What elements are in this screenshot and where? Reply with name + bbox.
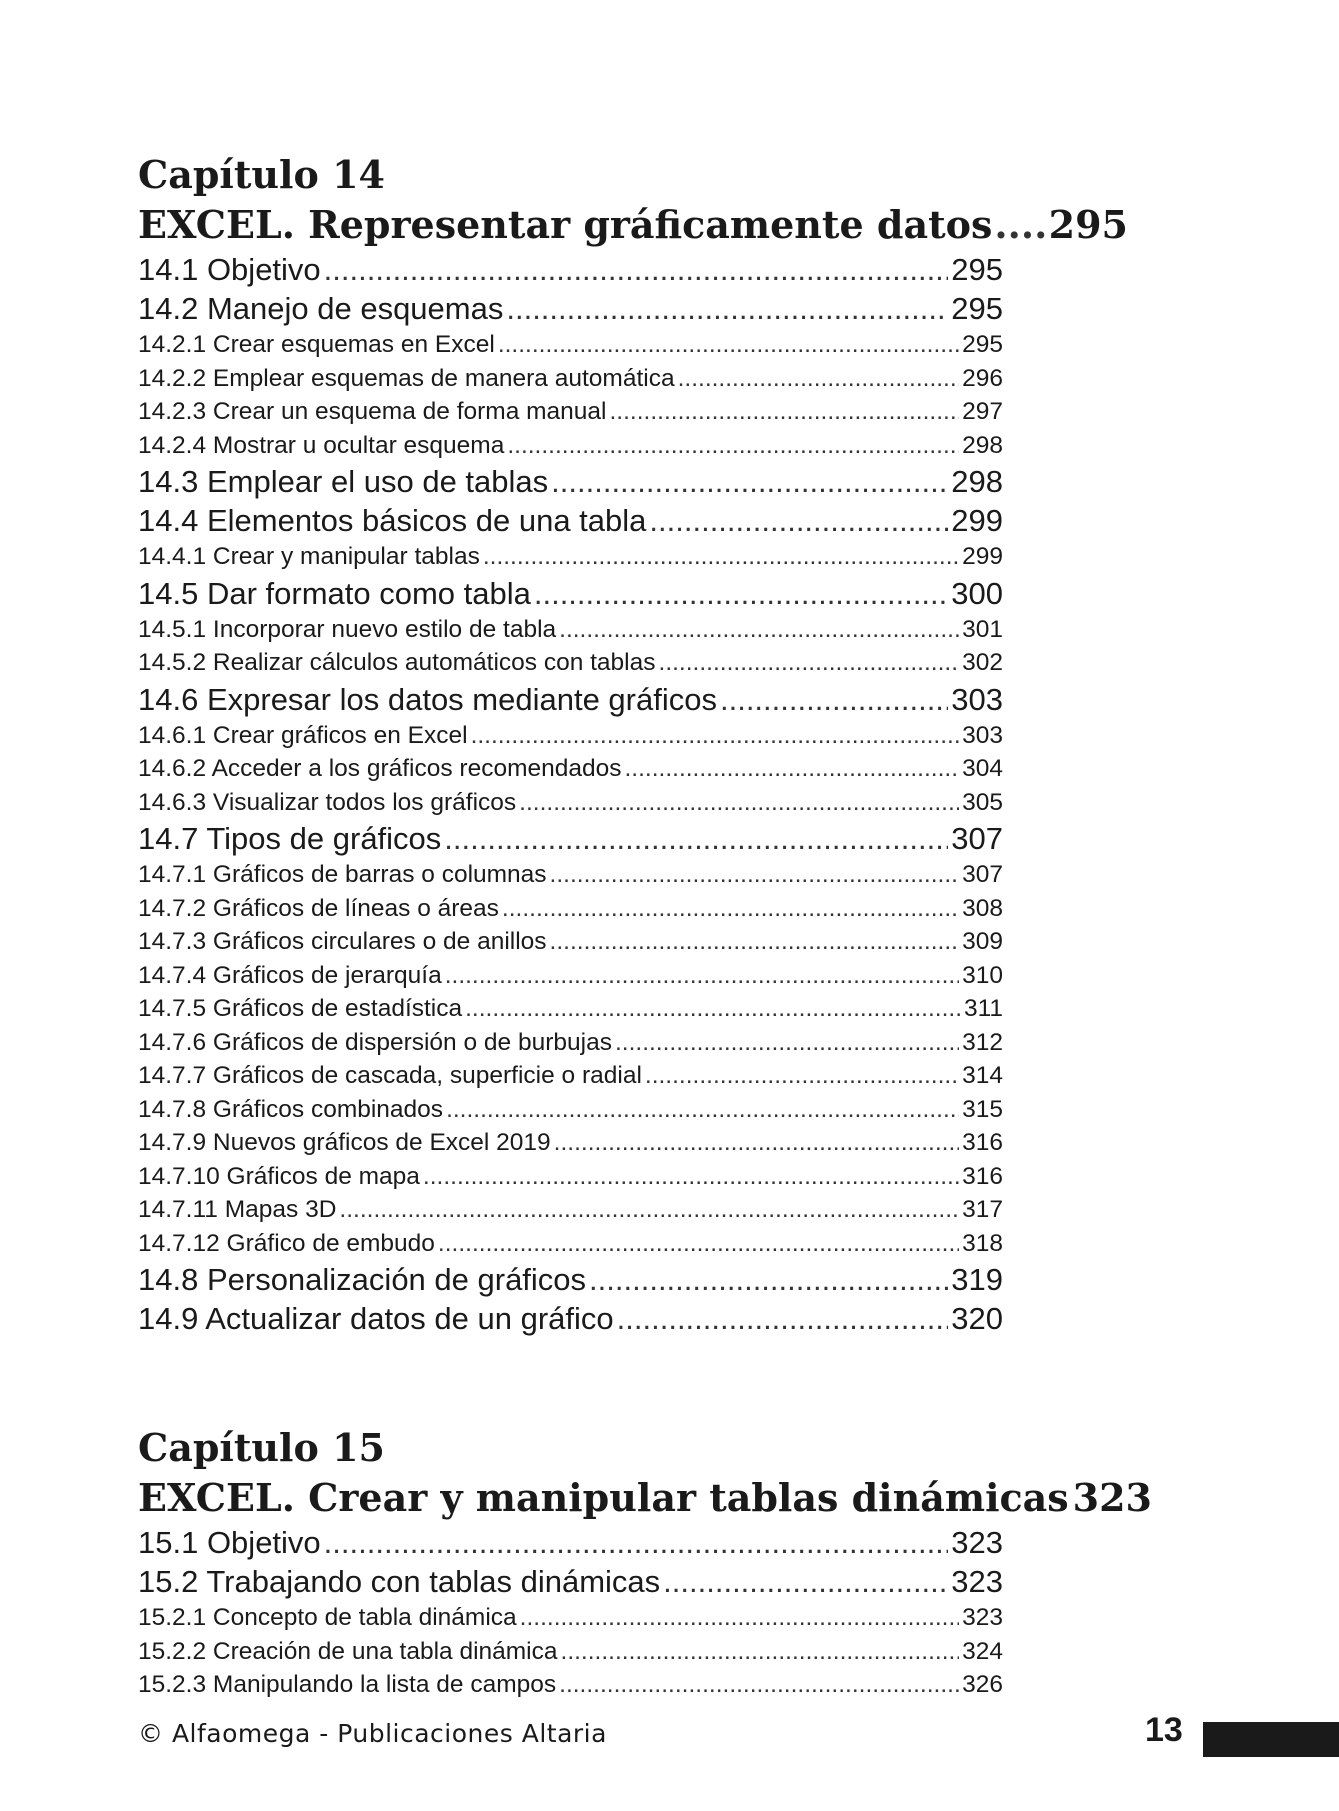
toc-subsection-entry[interactable]: [138, 858, 1003, 892]
entry-page-number: 316: [962, 1129, 1003, 1156]
dot-leader: [498, 328, 959, 362]
entry-page-number: 312: [962, 1028, 1003, 1056]
entry-page-number: 304: [962, 755, 1003, 782]
entry-title: 14.7.6 Gráficos de dispersión o de burbujas: [138, 1028, 612, 1056]
toc-section-entry[interactable]: [138, 1260, 1003, 1299]
dot-leader: [483, 540, 959, 574]
toc-subsection-entry[interactable]: [138, 1026, 1003, 1060]
dot-leader: [534, 574, 948, 613]
entry-title: 15.2.2 Creación de una tabla dinámica: [138, 1637, 558, 1665]
toc-subsection-entry[interactable]: [138, 1093, 1003, 1127]
entry-title: 14.9 Actualizar datos de un gráfico: [138, 1301, 614, 1336]
entry-page-number: 307: [951, 821, 1003, 856]
entry-title: 14.1 Objetivo: [138, 252, 321, 287]
entry-title: 14.2 Manejo de esquemas: [138, 291, 504, 326]
entry-title: 15.2.1 Concepto de tabla dinámica: [138, 1604, 517, 1631]
entry-page-number: 310: [962, 961, 1003, 989]
dot-leader: [554, 1126, 959, 1160]
entry-page-number: 326: [962, 1671, 1003, 1698]
entry-page-number: 323: [962, 1604, 1003, 1631]
dot-leader: [610, 395, 960, 429]
toc-subsection-entry[interactable]: [138, 992, 1003, 1026]
footer-page-number: 13: [1145, 1711, 1183, 1749]
chapter-15-section: [138, 1423, 1152, 1702]
dot-leader: [471, 719, 960, 753]
toc-section-entry[interactable]: [138, 819, 1003, 858]
entry-title: 14.6.1 Crear gráficos en Excel: [138, 721, 468, 749]
chapter-title-entry[interactable]: [138, 200, 1128, 250]
toc-subsection-entry[interactable]: [138, 362, 1003, 396]
toc-section-entry[interactable]: [138, 1562, 1003, 1601]
toc-subsection-entry[interactable]: [138, 429, 1003, 463]
entry-page-number: 302: [962, 649, 1003, 676]
dot-leader: [506, 289, 948, 328]
toc-subsection-entry[interactable]: [138, 1227, 1003, 1261]
entry-title: 14.2.3 Crear un esquema de forma manual: [138, 398, 607, 425]
entry-page-number: 297: [962, 398, 1003, 425]
entry-page-number: 295: [962, 331, 1003, 358]
entry-title: 14.2.2 Emplear esquemas de manera automática: [138, 364, 675, 392]
toc-subsection-entry[interactable]: [138, 646, 1003, 680]
chapter-page-number: 323: [1072, 1475, 1152, 1520]
toc-subsection-entry[interactable]: [138, 1126, 1003, 1160]
toc-subsection-entry[interactable]: [138, 1059, 1003, 1093]
entry-title: 15.2.3 Manipulando la lista de campos: [138, 1671, 557, 1698]
dot-leader: [663, 1562, 948, 1601]
toc-section-entry[interactable]: [138, 250, 1003, 289]
entry-page-number: 307: [962, 861, 1003, 888]
entry-title: 14.7.3 Gráficos circulares o de anillos: [138, 928, 547, 955]
chapter-title: EXCEL. Crear y manipular tablas dinámicas: [138, 1475, 1069, 1520]
entry-page-number: 295: [951, 291, 1003, 326]
dot-leader: [444, 819, 948, 858]
dot-leader: [649, 501, 948, 540]
dot-leader: [551, 462, 948, 501]
entry-title: 14.6.2 Acceder a los gráficos recomendados: [138, 755, 622, 782]
toc-subsection-entry[interactable]: [138, 959, 1003, 993]
entry-title: 14.7.7 Gráficos de cascada, superficie o radial: [138, 1062, 642, 1089]
entry-title: 14.7.10 Gráficos de mapa: [138, 1162, 420, 1190]
chapter-label: Capítulo 15: [138, 1425, 385, 1470]
entry-page-number: 296: [962, 364, 1003, 392]
dot-leader: [561, 1635, 960, 1669]
chapter-page-number: 295: [1048, 202, 1128, 247]
entry-title: 14.7.4 Gráficos de jerarquía: [138, 961, 442, 989]
toc-subsection-entry[interactable]: [138, 1193, 1003, 1227]
entry-page-number: 308: [962, 894, 1003, 922]
entry-title: 14.7.12 Gráfico de embudo: [138, 1229, 435, 1257]
toc-subsection-entry[interactable]: [138, 752, 1003, 786]
entry-title: 14.7.11 Mapas 3D: [138, 1196, 337, 1223]
entry-title: 14.5.1 Incorporar nuevo estilo de tabla: [138, 615, 557, 643]
entry-title: 15.1 Objetivo: [138, 1525, 321, 1560]
entry-page-number: 299: [951, 503, 1003, 538]
entry-page-number: 317: [962, 1196, 1003, 1223]
toc-subsection-entry[interactable]: [138, 613, 1003, 647]
entry-page-number: 323: [951, 1564, 1003, 1599]
toc-subsection-entry[interactable]: [138, 1601, 1003, 1635]
entry-page-number: 300: [951, 575, 1003, 611]
entry-page-number: 298: [962, 431, 1003, 459]
toc-section-entry[interactable]: [138, 501, 1003, 540]
entry-page-number: 324: [962, 1637, 1003, 1665]
toc-entries: [138, 1523, 1128, 1702]
dot-leader: [559, 1668, 959, 1702]
dot-leader: [550, 858, 960, 892]
toc-subsection-entry[interactable]: [138, 1668, 1003, 1702]
entry-page-number: 295: [951, 252, 1003, 287]
entry-page-number: 315: [962, 1095, 1003, 1123]
toc-entries: [138, 250, 1128, 1338]
dot-leader: [624, 752, 959, 786]
chapter-14-section: [138, 150, 1128, 1338]
entry-title: 14.2.4 Mostrar u ocultar esquema: [138, 431, 505, 459]
entry-title: 14.7.5 Gráficos de estadística: [138, 995, 463, 1022]
entry-page-number: 323: [951, 1525, 1003, 1560]
dot-leader: [519, 786, 959, 820]
entry-title: 14.6.3 Visualizar todos los gráficos: [138, 788, 517, 816]
toc-subsection-entry[interactable]: [138, 1635, 1003, 1669]
dot-leader: [445, 959, 959, 993]
toc-subsection-entry[interactable]: [138, 925, 1003, 959]
footer-page-bar: [1203, 1722, 1339, 1757]
dot-leader: [324, 1523, 949, 1562]
toc-subsection-entry[interactable]: [138, 1160, 1003, 1194]
footer-publisher: © Alfaomega - Publicaciones Altaria: [138, 1719, 607, 1748]
entry-page-number: 314: [962, 1062, 1003, 1089]
toc-subsection-entry[interactable]: [138, 892, 1003, 926]
toc-section-entry[interactable]: [138, 289, 1003, 328]
toc-subsection-entry[interactable]: [138, 328, 1003, 362]
dot-leader: [559, 613, 959, 647]
dot-leader: [615, 1026, 959, 1060]
entry-page-number: 299: [962, 543, 1003, 570]
entry-title: 14.3 Emplear el uso de tablas: [138, 464, 549, 499]
toc-section-entry[interactable]: [138, 680, 1003, 719]
entry-title: 14.5 Dar formato como tabla: [138, 575, 531, 611]
dot-leader: [589, 1260, 948, 1299]
entry-page-number: 301: [962, 615, 1003, 643]
dot-leader: [720, 680, 948, 719]
entry-title: 15.2 Trabajando con tablas dinámicas: [138, 1564, 661, 1599]
entry-title: 14.2.1 Crear esquemas en Excel: [138, 331, 495, 358]
dot-leader: [994, 200, 1046, 250]
entry-page-number: 318: [962, 1229, 1003, 1257]
dot-leader: [659, 646, 960, 680]
entry-title: 14.6 Expresar los datos mediante gráficos: [138, 681, 717, 717]
entry-page-number: 319: [951, 1262, 1003, 1297]
dot-leader: [438, 1227, 959, 1261]
dot-leader: [645, 1059, 959, 1093]
dot-leader: [507, 429, 959, 463]
dot-leader: [502, 892, 959, 926]
entry-page-number: 303: [962, 721, 1003, 749]
entry-page-number: 311: [963, 995, 1003, 1022]
chapter-label: Capítulo 14: [138, 152, 385, 197]
entry-page-number: 320: [951, 1301, 1003, 1336]
entry-title: 14.7.1 Gráficos de barras o columnas: [138, 861, 547, 888]
toc-subsection-entry[interactable]: [138, 719, 1003, 753]
entry-title: 14.7.8 Gráficos combinados: [138, 1095, 444, 1123]
toc-section-entry[interactable]: [138, 1299, 1003, 1338]
toc-subsection-entry[interactable]: [138, 540, 1003, 574]
chapter-title: EXCEL. Representar gráficamente datos: [138, 202, 993, 247]
toc-section-entry[interactable]: [138, 574, 1003, 613]
entry-title: 14.5.2 Realizar cálculos automáticos con tablas: [138, 649, 656, 676]
toc-subsection-entry[interactable]: [138, 395, 1003, 429]
entry-title: 14.7.2 Gráficos de líneas o áreas: [138, 894, 499, 922]
dot-leader: [550, 925, 960, 959]
dot-leader: [339, 1193, 959, 1227]
toc-subsection-entry[interactable]: [138, 786, 1003, 820]
entry-title: 14.4.1 Crear y manipular tablas: [138, 543, 480, 570]
entry-page-number: 309: [962, 928, 1003, 955]
entry-page-number: 298: [951, 464, 1003, 499]
entry-title: 14.8 Personalización de gráficos: [138, 1262, 587, 1297]
entry-page-number: 303: [951, 681, 1003, 717]
entry-page-number: 316: [962, 1162, 1003, 1190]
entry-page-number: 305: [962, 788, 1003, 816]
dot-leader: [678, 362, 960, 396]
dot-leader: [465, 992, 961, 1026]
entry-title: 14.7.9 Nuevos gráficos de Excel 2019: [138, 1129, 551, 1156]
dot-leader: [617, 1299, 949, 1338]
chapter-title-entry[interactable]: [138, 1473, 1152, 1523]
toc-section-entry[interactable]: [138, 1523, 1003, 1562]
dot-leader: [324, 250, 949, 289]
dot-leader: [520, 1601, 959, 1635]
dot-leader: [423, 1160, 959, 1194]
entry-title: 14.4 Elementos básicos de una tabla: [138, 503, 647, 538]
toc-section-entry[interactable]: [138, 462, 1003, 501]
dot-leader: [446, 1093, 959, 1127]
entry-title: 14.7 Tipos de gráficos: [138, 821, 442, 856]
